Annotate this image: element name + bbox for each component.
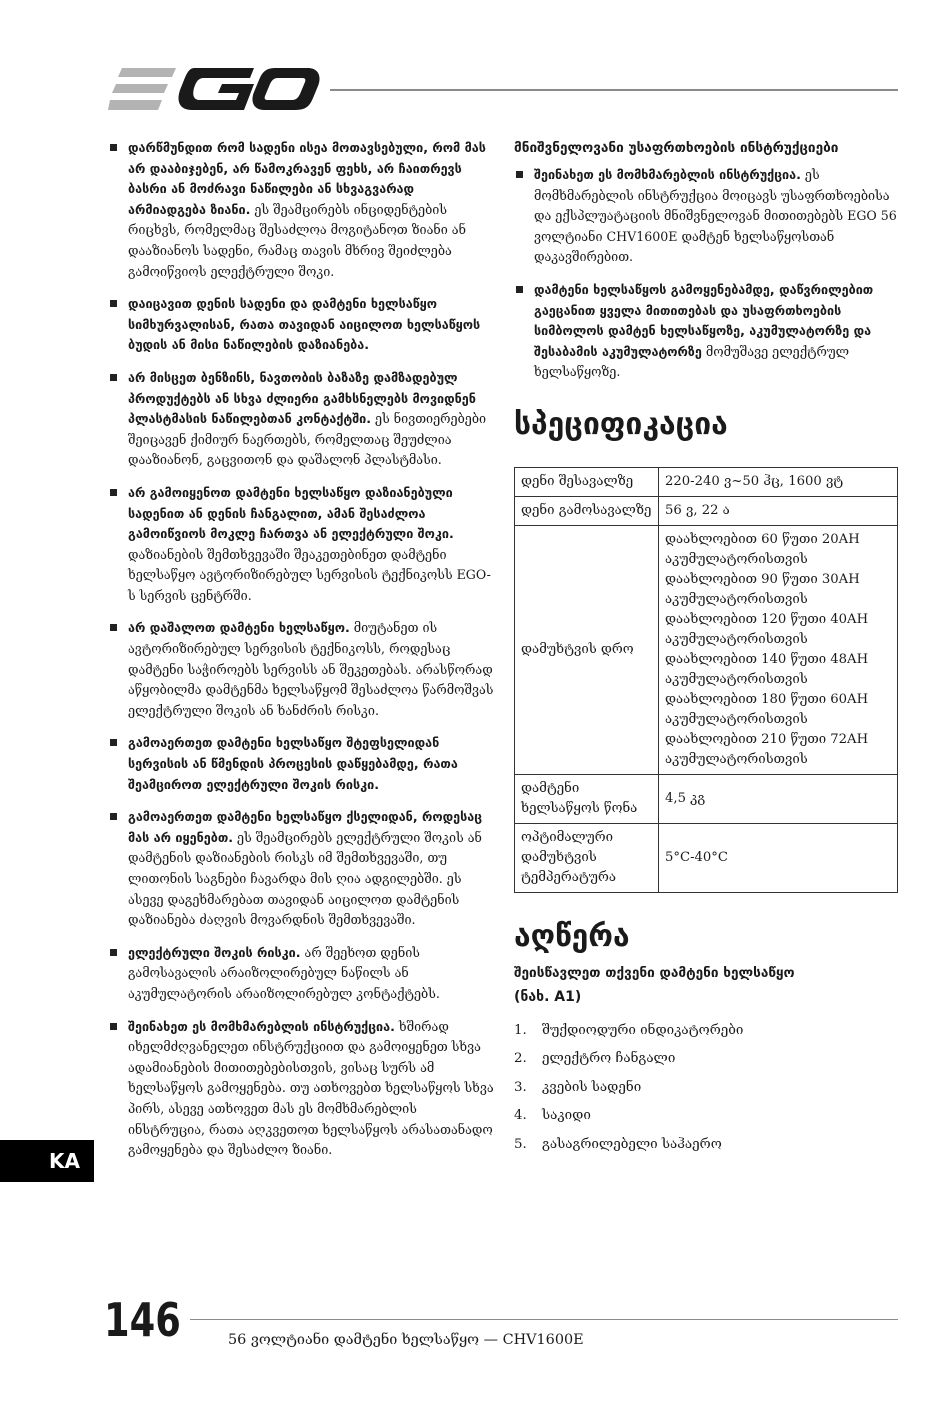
list-item: 4. საკიდი (514, 1108, 591, 1124)
footer-rule (190, 1319, 898, 1320)
spec-label: დამტენი ხელსაწყოს წონა (515, 774, 659, 823)
spec-table (514, 467, 898, 893)
safety-item: არ მისცეთ ბენზინს, ნავთობის ბაზაზე დამზადებულ პროდუქტებს ან სხვა ძლიერი გამხსნელებს მოვიდნენ პლასტმასის ნაწილებთან კონტაქტში. ეს ნივთიერებები შეიცავენ ქიმიურ ნაერთებს, რომელთაც შეუძლია დააზიანონ, გაცვითონ და დაშალონ პლასტმასი. (108, 368, 494, 471)
spec-value: 220-240 ვ~50 ჰც, 1600 ვტ (659, 467, 898, 496)
spec-heading: სპეციფიკაცია (514, 406, 728, 442)
list-item: 2. ელექტრო ჩანგალი (514, 1051, 676, 1067)
spec-value: 56 ვ, 22 ა (659, 496, 898, 525)
safety-item: დაიცავით დენის სადენი და დამტენი ხელსაწყო სიმხურვალისან, რათა თავიდან აიცილოთ ხელსაწყოს ბუდის ან მისი ნაწილების დაზიანება. (108, 294, 494, 356)
footer-title: 56 ვოლტიანი დამტენი ხელსაწყო — CHV1600E (228, 1332, 584, 1348)
right-column (514, 138, 898, 1159)
svg-text:EGO: EGO (108, 66, 111, 67)
safety-item: შეინახეთ ეს მომხმარებლის ინსტრუქცია. ხშირად იხელმძღვანელეთ ინსტრუქციით და გამოიყენეთ სხვა ადამიანების მითითებებისთვის, ვისაც სურს ამ ხელსაწყოს გამოყენება. თუ ათხოვებთ ხელსაწყოს სხვა პირს, ასევე ათხოვეთ მას ეს მომხმარებლის ინსტრუცია, რათა აღკვეთოთ ხელსაწყოს არასათანადო გამოყენება და შესაძლო ზიანი. (108, 1017, 494, 1161)
safety-item: დამტენი ხელსაწყოს გამოყენებამდე, დაწვრილებით გაეცანით ყველა მითითებას და უსაფრთხოების სიმბოლოს დამტენ ხელსაწყოზე, აკუმულატორზე და შესაბამის აკუმულატორზე მომუშავე ელექტრულ ხელსაწყოზე. (514, 280, 898, 383)
safety-item: გამოაერთეთ დამტენი ხელსაწყო შტეფსელიდან სერვისის ან წმენდის პროცესის დაწყებამდე, რათა შეამციროთ ელექტრული შოკის რისკი. (108, 733, 494, 795)
safety-item: არ გამოიყენოთ დამტენი ხელსაწყო დაზიანებული სადენით ან დენის ჩანგალით, ამან შესაძლოა გამოიწვიოს მოკლე ჩართვა ან ელექტრული შოკი. დაზიანების შემთხვევაში შეაკეთებინეთ დამტენი ხელსაწყო ავტორიზირებულ სერვისის ტექნიკოსს EGO-ს სერვის ცენტრში. (108, 483, 494, 607)
safety-item: დარწმუნდით რომ სადენი ისეა მოთავსებული, რომ მას არ დააბიჯებენ, არ წამოკრავენ ფეხს, არ ჩაითრევს ბასრი ან მოძრავი ნაწილები ან სხვაგვარად არმიადგება ზიანი. ეს შეამცირებს ინციდენტების რიცხვს, რომელმაც შესაძლოა მოგიტანოთ ზიანი ან დააზიანოს სადენი, რამაც თავის მხრივ შეიძლება გამოიწვიოს ელექტრული შოკი. (108, 138, 494, 282)
left-column (108, 138, 494, 1173)
spec-label: დამუხტვის დრო (515, 525, 659, 774)
safety-item: არ დაშალოთ დამტენი ხელსაწყო. მიუტანეთ ის ავტორიზირებულ სერვისის ტექნიკოსს, როდესაც დამტენი საჭიროებს სერვისს ან შეკეთებას. არასწორად აწყობილმა დამტენმა ხელსაწყომ შესაძლოა წარმოშვას ელექტრული შოკის ან ხანძრის რისკი. (108, 618, 494, 721)
spec-label: ოპტიმალური დამუხტვის ტემპერატურა (515, 823, 659, 892)
description-subheading: შეისწავლეთ თქვენი დამტენი ხელსაწყო (514, 964, 795, 981)
figure-reference: (ნახ. A1) (514, 988, 582, 1005)
safety-heading: მნიშვნელოვანი უსაფრთხოების ინსტრუქციები (514, 140, 839, 156)
list-item: 3. კვების სადენი (514, 1079, 642, 1095)
safety-item: გამოაერთეთ დამტენი ხელსაწყო ქსელიდან, როდესაც მას არ იყენებთ. ეს შეამცირებს ელექტრული შოკის ან დამტენის დაზიანების რისკს იმ შემთხვევაში, თუ ლითონის საგნები ჩავარდა მის ღია ადგილებში. ეს ასევე დაგეხმარებათ თავიდან აიცილოთ დამტენის დაზიანება ძაღვის მოვარდნის შემთხვევაში. (108, 807, 494, 931)
ego-logo (108, 66, 320, 112)
table-row (515, 467, 898, 496)
table-row (515, 823, 898, 892)
spec-value: 5°C-40°C (659, 823, 898, 892)
safety-item: შეინახეთ ეს მომხმარებლის ინსტრუქცია. ეს მომხმარებლის ინსტრუქცია მოიცავს უსაფრთხოებისა და ექსპლუატაციის მნიშვნელოვან მითითებებს EGO 56 ვოლტიანი CHV1600E დამტენ ხელსაწყოსთან დაკავშირებით. (514, 165, 898, 268)
spec-label: დენი გამოსავალზე (515, 496, 659, 525)
page-number: 146 (104, 1293, 181, 1347)
list-item: 1. შუქდიოდური ინდიკატორები (514, 1022, 744, 1038)
table-row (515, 496, 898, 525)
header-rule (330, 89, 898, 91)
spec-value: 4,5 კგ (659, 774, 898, 823)
safety-item: ელექტრული შოკის რისკი. არ შეეხოთ დენის გამოსავალის არაიზოლირებულ ნაწილს ან აკუმულატორის არაიზოლირებულ კონტაქტებს. (108, 943, 494, 1005)
language-tab: KA (0, 1140, 94, 1182)
parts-list (514, 1017, 898, 1160)
list-item: 5. გასაგრილებელი საჰაერო (514, 1136, 722, 1152)
table-row (515, 774, 898, 823)
spec-value: დაახლოებით 60 წუთი 20AH აკუმულატორისთვის დაახლოებით 90 წუთი 30AH აკუმულატორისთვის დაახლოებით 120 წუთი 40AH აკუმულატორისთვის დაახლოებით 140 წუთი 48AH აკუმულატორისთვის დაახლოებით 180 წუთი 60AH აკუმულატორისთვის დაახლოებით 210 წუთი 72AH აკუმულატორისთვის (659, 525, 898, 774)
description-heading: აღწერა (514, 918, 630, 954)
spec-label: დენი შესავალზე (515, 467, 659, 496)
table-row (515, 525, 898, 774)
